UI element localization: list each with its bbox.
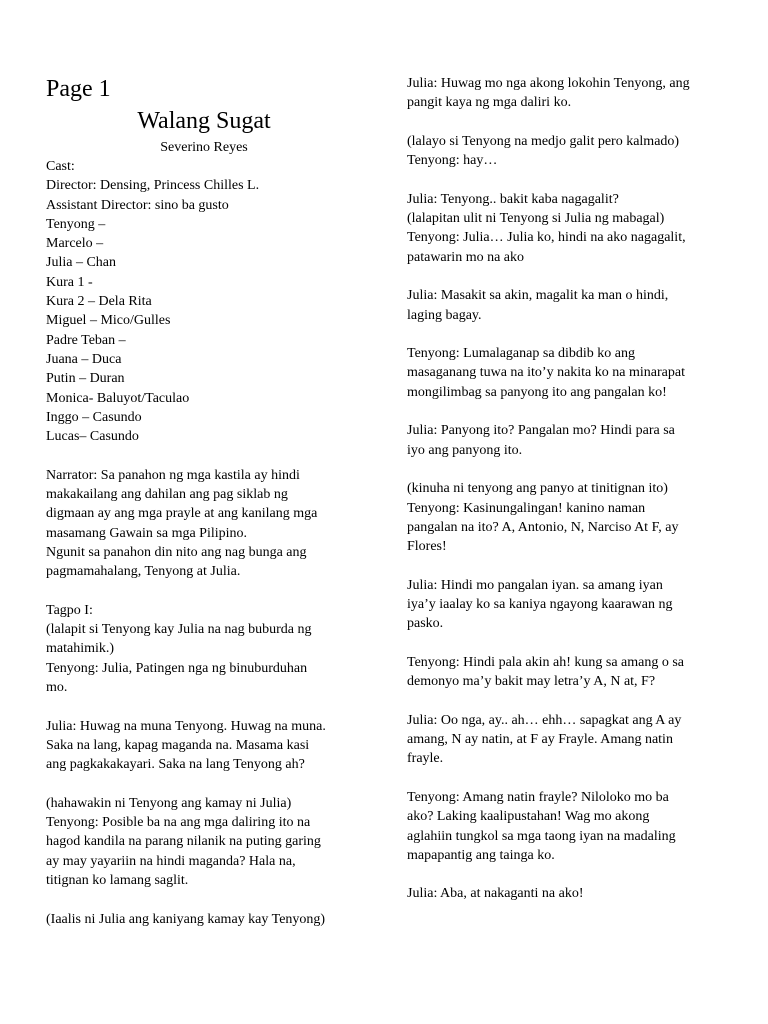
paragraph-gap [407,170,737,189]
paragraph-gap [407,267,737,286]
text-line: Julia: Huwag mo nga akong lokohin Tenyong, ang [407,76,690,91]
text-line: Director: Densing, Princess Chilles L. [46,178,260,194]
paragraph-gap [407,865,737,884]
paragraph-gap [407,634,737,653]
text-line: Julia: Hindi mo pangalan iyan. sa amang iyan [407,577,663,593]
text-line: Ngunit sa panahon din nito ang nag bunga ang [46,544,307,560]
text-line: Tenyong: hay… [407,153,498,169]
text-line: Julia: Masakit sa akin, magalit ka man o hindi, [407,288,669,304]
text-line: amang, N ay natin, at F ay Frayle. Amang natin [407,732,673,748]
text-line: ay may yayariin na hindi maganda? Hala na, [46,853,296,869]
text-line: iyo ang panyong ito. [407,442,523,458]
text-line: Julia: Aba, at nakaganti na ako! [407,886,584,902]
page-label: Page 1 [46,76,111,102]
text-line: (lalapit si Tenyong kay Julia na nag buburda ng [46,622,312,638]
text-line: pangit kaya ng mga daliri ko. [407,95,572,111]
paragraph-gap [407,402,737,421]
document-author: Severino Reyes [160,140,248,155]
text-line: pasko. [407,616,444,632]
text-line: Juana – Duca [46,351,122,367]
paragraph-gap [407,692,737,711]
text-line: demonyo ma’y bakit may letra’y A, N at, F? [407,674,656,690]
paragraph-gap [46,697,376,716]
text-line: Marcelo – [46,236,104,252]
text-line: Julia: Panyong ito? Pangalan mo? Hindi para sa [407,423,675,439]
text-line: Padre Teban – [46,332,126,348]
text-line: mongilimbag sa panyong ito ang pangalan ko! [407,384,667,400]
paragraph-gap [407,556,737,575]
text-line: Narrator: Sa panahon ng mga kastila ay hindi [46,467,300,483]
text-line: Monica- Baluyot/Taculao [46,390,190,406]
text-line: (kinuha ni tenyong ang panyo at tinitignan ito) [407,481,668,497]
text-line: patawarin mo na ako [407,249,525,265]
text-line: mo. [46,680,68,696]
text-line: (hahawakin ni Tenyong ang kamay ni Julia) [46,795,292,811]
text-line: Tenyong: Posible ba na ang mga daliring ito na [46,815,311,831]
text-line: Tenyong: Julia… Julia ko, hindi na ako nagagalit, [407,230,686,246]
text-line: ang pagkakakayari. Saka na lang Tenyong ah? [46,757,305,773]
text-line: Julia: Tenyong.. bakit kaba nagagalit? [407,191,619,207]
text-line: pangalan na ito? A, Antonio, N, Narciso At F, ay [407,519,679,535]
text-line: Flores! [407,539,447,555]
text-line: (lalapitan ulit ni Tenyong si Julia ng mabagal) [407,211,665,227]
text-line: Putin – Duran [46,371,125,387]
paragraph-gap [407,113,737,132]
text-line: iya’y iaalay ko sa kaniya ngayong kaarawan ng [407,597,673,613]
text-line: Tenyong: Hindi pala akin ah! kung sa amang o sa [407,654,685,670]
paragraph-gap [46,890,376,909]
text-line: digmaan ay ang mga prayle at ang kanilang mga [46,506,318,522]
left-column-text [46,157,376,929]
text-line: ako? Laking kaalipustahan! Wag mo akong [407,809,650,825]
text-line: Assistant Director: sino ba gusto [46,197,229,213]
paragraph-gap [46,446,376,465]
paragraph-gap [407,325,737,344]
paragraph-gap [407,769,737,788]
text-line: Tenyong: Kasinungalingan! kanino naman [407,500,646,516]
text-line: hagod kandila na parang nilanik na puting garing [46,834,321,850]
text-line: laging bagay. [407,307,482,323]
text-line: masamang Gawain sa mga Pilipino. [46,525,248,541]
text-line: titignan ko lamang saglit. [46,872,189,888]
paragraph-gap [46,582,376,601]
text-line: Inggo – Casundo [46,409,142,425]
text-line: Lucas– Casundo [46,429,139,445]
text-line: pagmamahalang, Tenyong at Julia. [46,564,241,580]
text-line: Tenyong: Julia, Patingen nga ng binuburduhan [46,660,308,676]
text-line: masaganang tuwa na ito’y nakita ko na minarapat [407,365,685,381]
text-line: Julia – Chan [46,255,116,271]
paragraph-gap [407,460,737,479]
text-line: (Iaalis ni Julia ang kaniyang kamay kay Tenyong) [46,911,326,927]
document-title: Walang Sugat [137,108,271,134]
right-column-text [407,74,737,904]
text-line: aglahiin tungkol sa mga taong iyan na madaling [407,828,676,844]
text-line: Julia: Oo nga, ay.. ah… ehh… sapagkat ang A ay [407,712,682,728]
text-line: frayle. [407,751,444,767]
text-line: Cast: [46,159,75,174]
text-line: Julia: Huwag na muna Tenyong. Huwag na muna. [46,718,326,734]
text-line: Tenyong: Amang natin frayle? Niloloko mo ba [407,789,669,805]
text-line: Miguel – Mico/Gulles [46,313,171,329]
text-line: matahimik.) [46,641,115,657]
text-line: Kura 1 - [46,274,93,290]
paragraph-gap [46,775,376,794]
text-line: Saka na lang, kapag maganda na. Masama kasi [46,737,310,753]
text-line: Tenyong: Lumalaganap sa dibdib ko ang [407,346,636,362]
text-line: Tagpo I: [46,602,93,618]
text-line: mapapantig ang tainga ko. [407,847,555,863]
text-line: Kura 2 – Dela Rita [46,294,152,310]
text-line: makakailang ang dahilan ang pag siklab ng [46,487,288,503]
text-line: (lalayo si Tenyong na medjo galit pero kalmado) [407,133,680,149]
text-line: Tenyong – [46,216,106,232]
